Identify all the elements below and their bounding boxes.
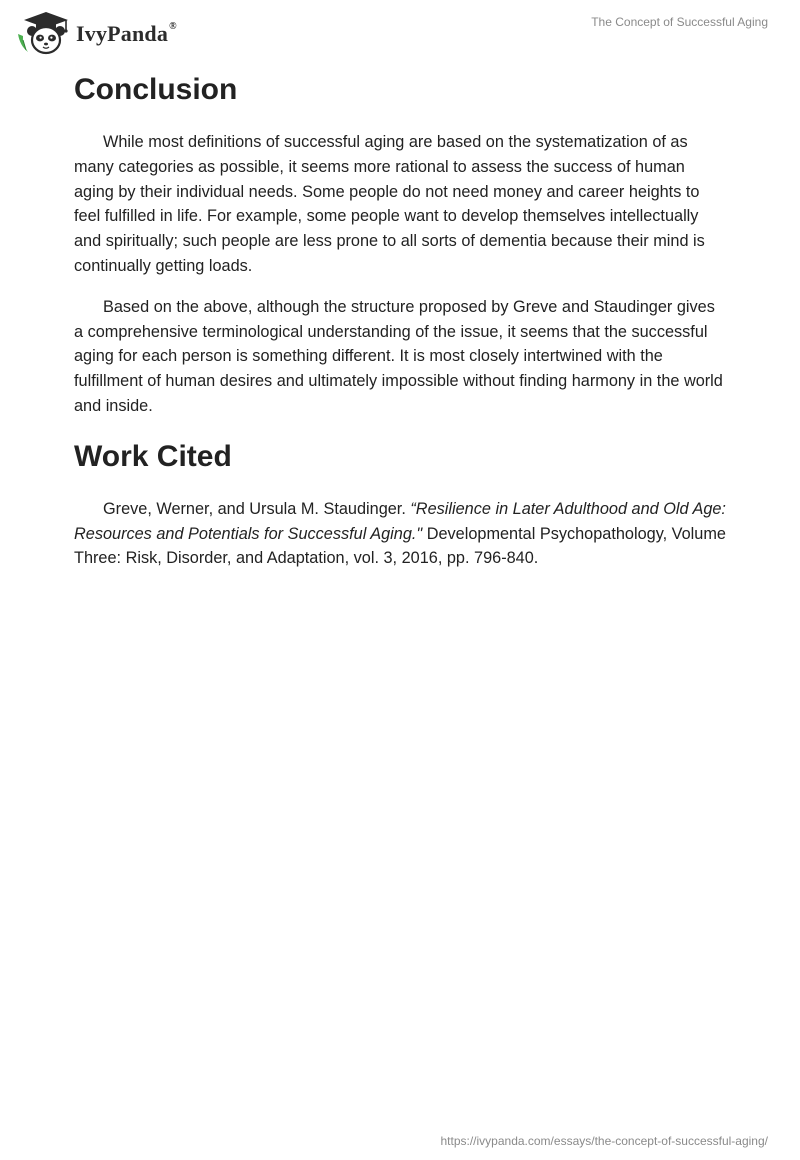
citation-title: “Resilience in Later Adulthood and Old Age: Resources and Potentials for Successful Aging." (74, 499, 726, 543)
ivypanda-logo[interactable] (16, 10, 177, 56)
document-body (74, 70, 726, 587)
conclusion-paragraph-2: Based on the above, although the structure proposed by Greve and Staudinger gives a comprehensive terminological understanding of the issue, it seems that the successful aging for each person is something different. It is most closely intertwined with the fulfillment of human desires and ultimately impossible without finding harmony in the world and inside. (74, 297, 723, 415)
logo-wordmark (76, 21, 177, 47)
registered-mark: ® (169, 20, 177, 32)
conclusion-paragraph-1: While most definitions of successful aging are based on the systematization of as many categories as possible, it seems more rational to assess the success of human aging by their individual needs. Some people do not need money and career heights to feel fulfilled in life. For example, some people want to develop themselves intellectually and spiritually; such people are less prone to all sorts of dementia because their mind is continually getting loads. (74, 133, 705, 275)
work-cited-heading: Work Cited (74, 439, 232, 473)
logo-text: IvyPanda (76, 21, 169, 46)
panda-graduate-icon (16, 10, 74, 56)
citation-authors: Greve, Werner, and Ursula M. Staudinger. (103, 499, 406, 518)
citation-entry (74, 497, 726, 571)
source-url-link[interactable]: https://ivypanda.com/essays/the-concept-of-successful-aging/ (440, 1134, 768, 1148)
conclusion-heading: Conclusion (74, 73, 238, 106)
citation-source: Developmental Psychopathology, Volume Three: Risk, Disorder, and Adaptation, vol. 3, 2016, pp. 796-840. (74, 524, 726, 568)
document-title: The Concept of Successful Aging (591, 15, 768, 29)
